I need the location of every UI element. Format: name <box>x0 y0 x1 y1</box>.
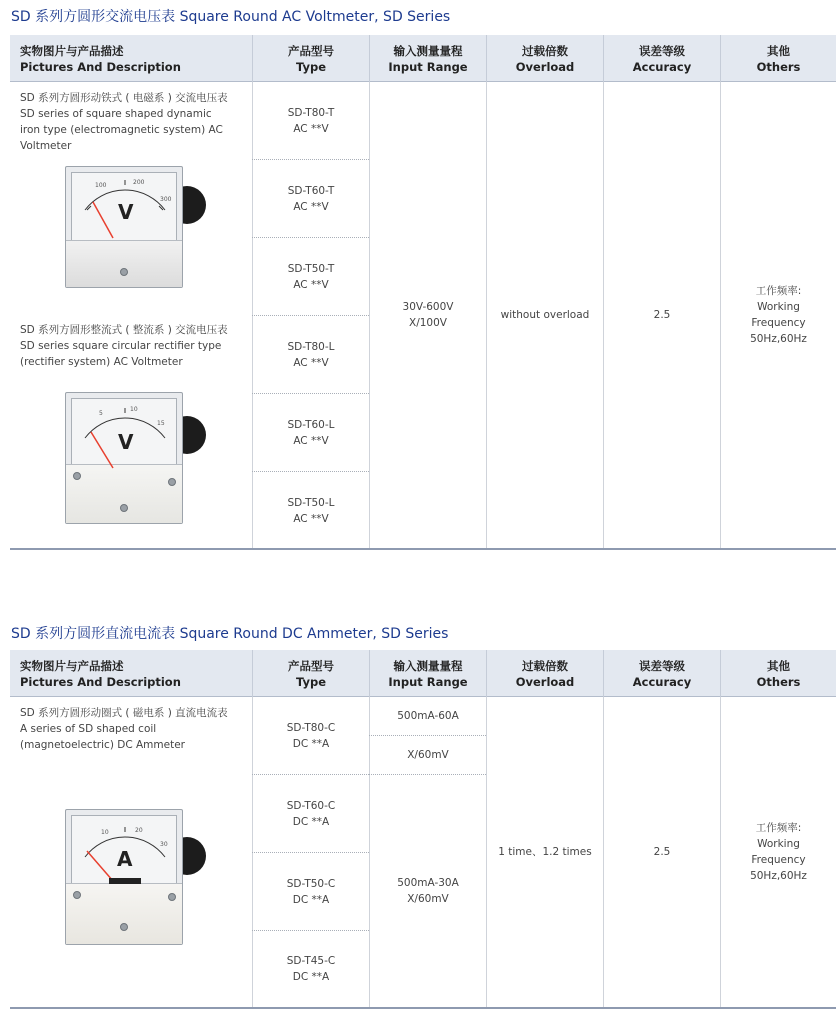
type-cell: SD-T50-T AC **V <box>287 262 335 291</box>
type-cell: SD-T80-C DC **A <box>286 721 336 750</box>
table-body <box>10 697 836 1015</box>
table-header <box>10 35 836 82</box>
input-range-cell: 500mA-60A <box>397 710 459 722</box>
others-cell: 工作频率: Working Frequency 50Hz,60Hz <box>750 285 807 345</box>
input-range-cell: 500mA-30A X/60mV <box>397 877 459 905</box>
header-pictures: 实物图片与产品描述 Pictures And Description <box>20 658 181 689</box>
header-overload: 过载倍数 Overload <box>515 43 575 74</box>
header-type: 产品型号 Type <box>288 658 334 689</box>
voltmeter-image-2: V 5 10 15 <box>65 392 205 527</box>
voltmeter-image-1: V 100 200 300 <box>65 166 205 291</box>
input-range-cell: 30V-600V X/100V <box>402 301 454 329</box>
type-cell: SD-T60-T AC **V <box>287 184 335 213</box>
header-overload: 过载倍数 Overload <box>515 658 575 689</box>
type-cell: SD-T80-L AC **V <box>287 340 335 369</box>
type-cell: SD-T45-C DC **A <box>286 955 336 983</box>
product-description: SD 系列方圆形动铁式 ( 电磁系 ) 交流电压表 SD series of square shaped dynamic iron type (electromagnetic system) AC Voltmeter <box>20 92 228 152</box>
type-cell: SD-T80-T AC **V <box>287 106 335 135</box>
section-title: SD 系列方圆形交流电压表 Square Round AC Voltmeter, SD Series <box>11 9 451 25</box>
header-input-range: 输入测量量程 Input Range <box>388 43 468 74</box>
ammeter-unit: A <box>117 847 133 871</box>
type-cell: SD-T60-L AC **V <box>287 418 335 447</box>
product-description: SD 系列方圆形动圈式 ( 磁电系 ) 直流电流表 A series of SD shaped coil (magnetoelectric) DC Ammeter <box>20 707 228 751</box>
product-description: SD 系列方圆形整流式 ( 整流系 ) 交流电压表 SD series square circular rectifier type (rectifier system) AC Voltmeter <box>20 324 228 368</box>
type-cell: SD-T60-C DC **A <box>286 799 336 828</box>
header-accuracy: 误差等级 Accuracy <box>632 43 692 74</box>
accuracy-cell: 2.5 <box>653 846 671 858</box>
header-type: 产品型号 Type <box>288 43 334 74</box>
section-title: SD 系列方圆形直流电流表 Square Round DC Ammeter, SD Series <box>11 626 449 642</box>
table-body <box>10 82 836 550</box>
input-range-cell: X/60mV <box>407 749 449 761</box>
voltmeter-unit: V <box>118 200 134 224</box>
header-others: 其他 Others <box>756 658 801 689</box>
others-cell: 工作频率: Working Frequency 50Hz,60Hz <box>750 822 807 882</box>
voltmeter-unit: V <box>118 430 134 454</box>
header-input-range: 输入测量量程 Input Range <box>388 658 468 689</box>
header-others: 其他 Others <box>756 43 801 74</box>
header-pictures: 实物图片与产品描述 Pictures And Description <box>20 43 181 74</box>
header-accuracy: 误差等级 Accuracy <box>632 658 692 689</box>
type-cell: SD-T50-L AC **V <box>287 496 335 525</box>
accuracy-cell: 2.5 <box>653 309 671 321</box>
type-cell: SD-T50-C DC **A <box>286 877 336 906</box>
overload-cell: 1 time、1.2 times <box>498 846 592 858</box>
ammeter-image: A 10 20 30 <box>65 809 205 949</box>
table-header <box>10 650 836 697</box>
overload-cell: without overload <box>500 309 590 321</box>
